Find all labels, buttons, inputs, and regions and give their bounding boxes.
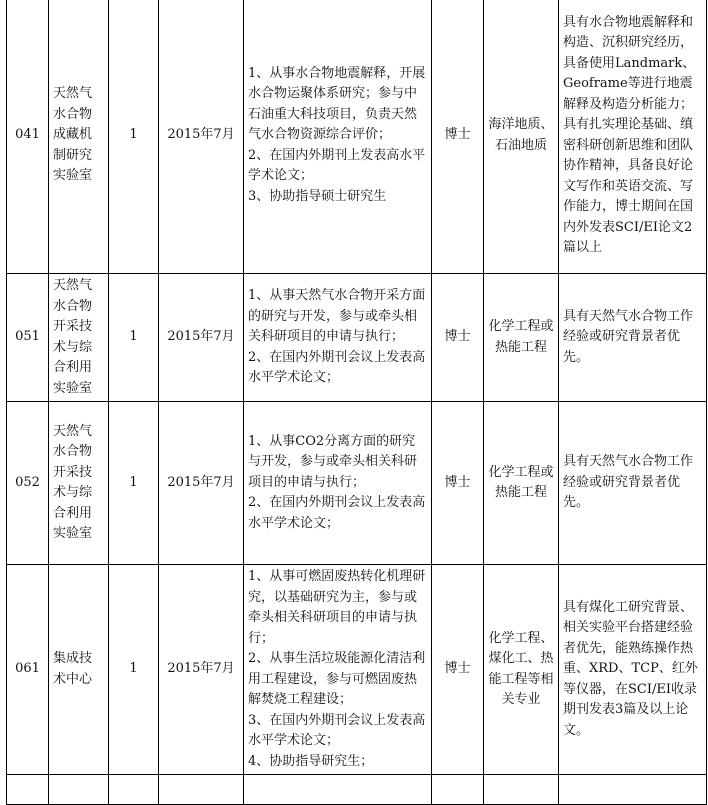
position-code: 051 — [7, 274, 49, 402]
duty-item: 1、从事可燃固废热转化机理研究，以基础研究为主，参与或牵头相关科研项目的申请与执行； — [248, 569, 426, 646]
empty-cell — [432, 775, 484, 805]
table-row — [7, 565, 707, 775]
requirements: 具有水合物地震解释和构造、沉积研究经历，具备使用Landmark、Geoframe等进行地震解释及构造分析能力；具有扎实理论基础、缜密科研创新思维和团队协作精神，具备良好论文写作和英语交流、写作能力，博士期间在国内外发表SCI/EI论文2篇以上 — [559, 0, 707, 274]
position-code: 041 — [7, 0, 49, 274]
empty-cell — [244, 775, 432, 805]
duty-item: 3、协助指导硕士研究生 — [248, 188, 387, 204]
start-date: 2015年7月 — [159, 402, 244, 565]
table-row — [7, 775, 707, 805]
degree: 博士 — [432, 0, 484, 274]
major: 化学工程或热能工程 — [484, 274, 559, 402]
degree: 博士 — [432, 565, 484, 775]
recruitment-table — [6, 0, 707, 805]
department: 天然气水合物成藏机制研究实验室 — [49, 0, 109, 274]
duty-item: 3、在国内外期刊会议上发表高水平学术论文； — [248, 712, 426, 748]
duties — [244, 274, 432, 402]
major: 海洋地质、石油地质 — [484, 0, 559, 274]
major: 化学工程或热能工程 — [484, 402, 559, 565]
empty-cell — [484, 775, 559, 805]
duty-item: 1、从事天然气水合物开采方面的研究与开发，参与或牵头相关科研项目的申请与执行； — [248, 288, 426, 345]
empty-cell — [49, 775, 109, 805]
requirements: 具有煤化工研究背景、相关实验平台搭建经验者优先，能熟练操作热重、XRD、TCP、红外等仪器，在SCI/EI收录期刊发表3篇及以上论文。 — [559, 565, 707, 775]
headcount: 1 — [109, 565, 159, 775]
start-date: 2015年7月 — [159, 0, 244, 274]
degree: 博士 — [432, 274, 484, 402]
duty-item: 2、从事生活垃圾能源化清洁利用工程建设，参与可燃固废热解焚烧工程建设； — [248, 651, 426, 707]
table-row — [7, 0, 707, 274]
department: 集成技术中心 — [49, 565, 109, 775]
duty-item: 4、协助指导研究生； — [248, 753, 374, 769]
requirements: 具有天然气水合物工作经验或研究背景者优先。 — [559, 274, 707, 402]
degree: 博士 — [432, 402, 484, 565]
start-date: 2015年7月 — [159, 565, 244, 775]
duty-item: 1、从事CO2分离方面的研究与开发，参与或牵头相关科研项目的申请与执行； — [248, 433, 418, 490]
position-code: 052 — [7, 402, 49, 565]
duty-item: 2、在国内外期刊会议上发表高水平学术论文； — [248, 495, 426, 531]
duty-item: 1、从事水合物地震解释，开展水合物运聚体系研究；参与中石油重大科技项目，负责天然气水合物资源综合评价； — [248, 65, 426, 143]
department: 天然气水合物开采技术与综合利用实验室 — [49, 274, 109, 402]
empty-cell — [159, 775, 244, 805]
empty-cell — [7, 775, 49, 805]
duty-item: 2、在国内外期刊上发表高水平学术论文； — [248, 147, 426, 184]
table-row — [7, 402, 707, 565]
headcount: 1 — [109, 274, 159, 402]
requirements: 具有天然气水合物工作经验或研究背景者优先。 — [559, 402, 707, 565]
empty-cell — [109, 775, 159, 805]
department: 天然气水合物开采技术与综合利用实验室 — [49, 402, 109, 565]
headcount: 1 — [109, 402, 159, 565]
position-code: 061 — [7, 565, 49, 775]
headcount: 1 — [109, 0, 159, 274]
duties — [244, 565, 432, 775]
table-row — [7, 274, 707, 402]
start-date: 2015年7月 — [159, 274, 244, 402]
duties — [244, 402, 432, 565]
major: 化学工程、煤化工、热能工程等相关专业 — [484, 565, 559, 775]
duties — [244, 0, 432, 274]
empty-cell — [559, 775, 707, 805]
duty-item: 2、在国内外期刊会议上发表高水平学术论文； — [248, 349, 426, 386]
